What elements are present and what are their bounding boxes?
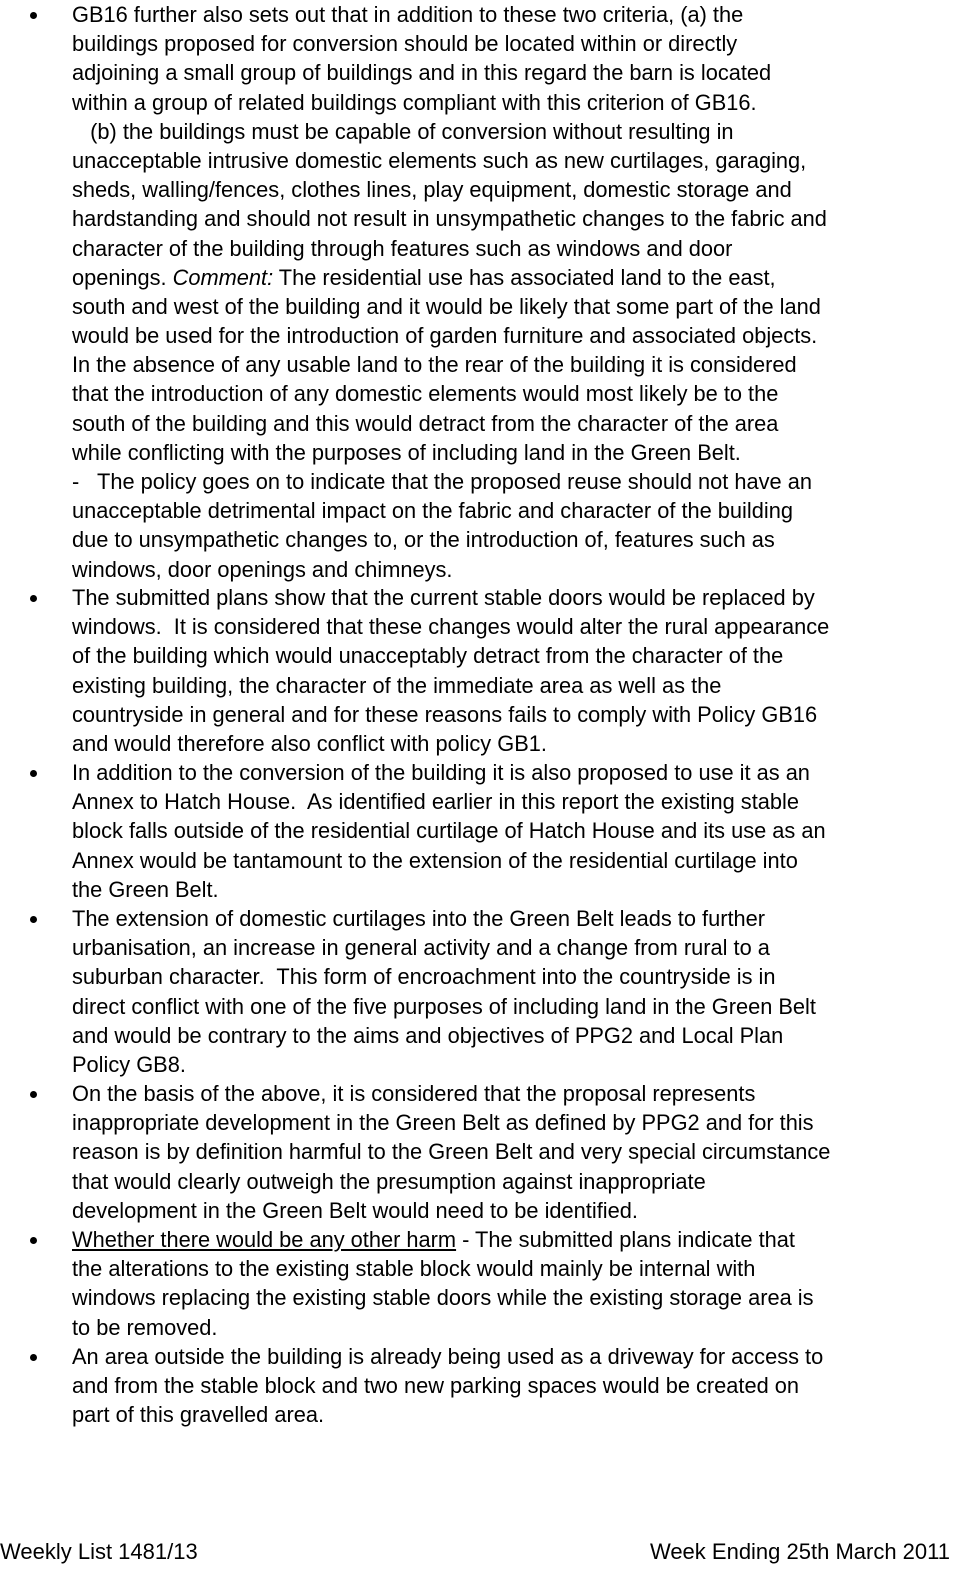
comment-label: Comment: [172, 264, 274, 290]
text-line: buildings proposed for conversion should be located within or directly [72, 31, 738, 57]
text-line: and would be contrary to the aims and objectives of PPG2 and Local Plan [72, 1022, 784, 1048]
bullet-dot [30, 916, 37, 923]
text-line: existing building, the character of the immediate area as well as the [72, 672, 722, 698]
text-line: unacceptable detrimental impact on the fabric and character of the building [72, 498, 793, 524]
section-heading: Whether there would be any other harm [72, 1227, 457, 1252]
text-line: character of the building through features such as windows and door [72, 235, 733, 261]
text-line: windows. It is considered that these changes would alter the rural appearance [72, 614, 830, 640]
text-line: part of this gravelled area. [72, 1402, 325, 1428]
text-line: direct conflict with one of the five purposes of including land in the Green Belt [72, 993, 816, 1019]
bullet-item-2 [72, 583, 957, 758]
bullet-dot [30, 770, 37, 777]
bullet-dot [30, 1237, 37, 1244]
text-line: within a group of related buildings compliant with this criterion of GB16. [72, 89, 757, 115]
heading-rest: - The submitted plans indicate that [456, 1227, 795, 1252]
comment-pre: openings. [72, 264, 173, 290]
text-line: adjoining a small group of buildings and in this regard the barn is located [72, 60, 772, 86]
comment-line [72, 263, 957, 292]
bullet-item-6 [72, 1225, 957, 1342]
text-line: The extension of domestic curtilages into the Green Belt leads to further [72, 906, 766, 931]
text-line: On the basis of the above, it is considered that the proposal represents [72, 1081, 756, 1106]
bullet-item-3 [72, 758, 957, 904]
heading-line [72, 1225, 957, 1254]
bullet-dot [30, 1091, 37, 1098]
text-line: south and west of the building and it would be likely that some part of the land [72, 293, 821, 319]
text-line: - The policy goes on to indicate that the proposed reuse should not have an [72, 469, 812, 494]
bullet-dot [30, 595, 37, 602]
text-line: of the building which would unacceptably detract from the character of the [72, 643, 784, 669]
text-line: The submitted plans show that the current stable doors would be replaced by [72, 585, 815, 610]
text-line: suburban character. This form of encroachment into the countryside is in [72, 964, 776, 990]
text-line: hardstanding and should not result in unsympathetic changes to the fabric and [72, 206, 827, 232]
footer-weekly-list: Weekly List 1481/13 [0, 1539, 198, 1564]
bullet-item-4 [72, 904, 957, 1079]
text-line: would be used for the introduction of garden furniture and associated objects. [72, 323, 818, 349]
bullet-item-1 [72, 0, 957, 584]
text-line: block falls outside of the residential curtilage of Hatch House and its use as an [72, 818, 826, 844]
text-line: reason is by definition harmful to the Green Belt and very special circumstance [72, 1139, 831, 1165]
bullet-dot [30, 1354, 37, 1361]
text-line: the alterations to the existing stable block would mainly be internal with [72, 1256, 756, 1282]
text-line: Policy GB8. [72, 1051, 186, 1077]
bullet-item-7 [72, 1342, 957, 1430]
comment-post: The residential use has associated land to the east, [273, 264, 776, 290]
text-line: An area outside the building is already being used as a driveway for access to [72, 1344, 824, 1369]
text-line: due to unsympathetic changes to, or the introduction of, features such as [72, 527, 775, 553]
text-line: that would clearly outweigh the presumption against inappropriate [72, 1168, 706, 1194]
text-line: GB16 further also sets out that in addition to these two criteria, (a) the [72, 2, 744, 27]
text-line: and would therefore also conflict with policy GB1. [72, 730, 547, 756]
text-line: In addition to the conversion of the building it is also proposed to use it as an [72, 760, 810, 785]
text-line: Annex would be tantamount to the extension of the residential curtilage into [72, 847, 798, 873]
text-line: development in the Green Belt would need to be identified. [72, 1197, 638, 1223]
bullet-item-5 [72, 1079, 957, 1225]
bullet-dot [30, 12, 37, 19]
text-line: (b) the buildings must be capable of conversion without resulting in [72, 118, 734, 144]
text-line: while conflicting with the purposes of including land in the Green Belt. [72, 439, 741, 465]
text-line: countryside in general and for these reasons fails to comply with Policy GB16 [72, 701, 818, 727]
text-line: south of the building and this would detract from the character of the area [72, 410, 779, 436]
text-line: urbanisation, an increase in general activity and a change from rural to a [72, 935, 770, 961]
text-line: windows, door openings and chimneys. [72, 556, 453, 582]
text-line: that the introduction of any domestic elements would most likely be to the [72, 381, 779, 407]
text-line: inappropriate development in the Green Belt as defined by PPG2 and for this [72, 1110, 814, 1136]
text-line: and from the stable block and two new parking spaces would be created on [72, 1373, 800, 1399]
text-line: windows replacing the existing stable doors while the existing storage area is [72, 1285, 814, 1311]
text-line: the Green Belt. [72, 876, 219, 902]
footer-week-ending: Week Ending 25th March 2011 [649, 1539, 950, 1564]
text-line: Annex to Hatch House. As identified earlier in this report the existing stable [72, 789, 799, 815]
text-line: unacceptable intrusive domestic elements such as new curtilages, garaging, [72, 147, 807, 173]
text-line: In the absence of any usable land to the rear of the building it is considered [72, 352, 797, 378]
text-line: sheds, walling/fences, clothes lines, play equipment, domestic storage and [72, 177, 792, 203]
text-line: to be removed. [72, 1314, 218, 1340]
